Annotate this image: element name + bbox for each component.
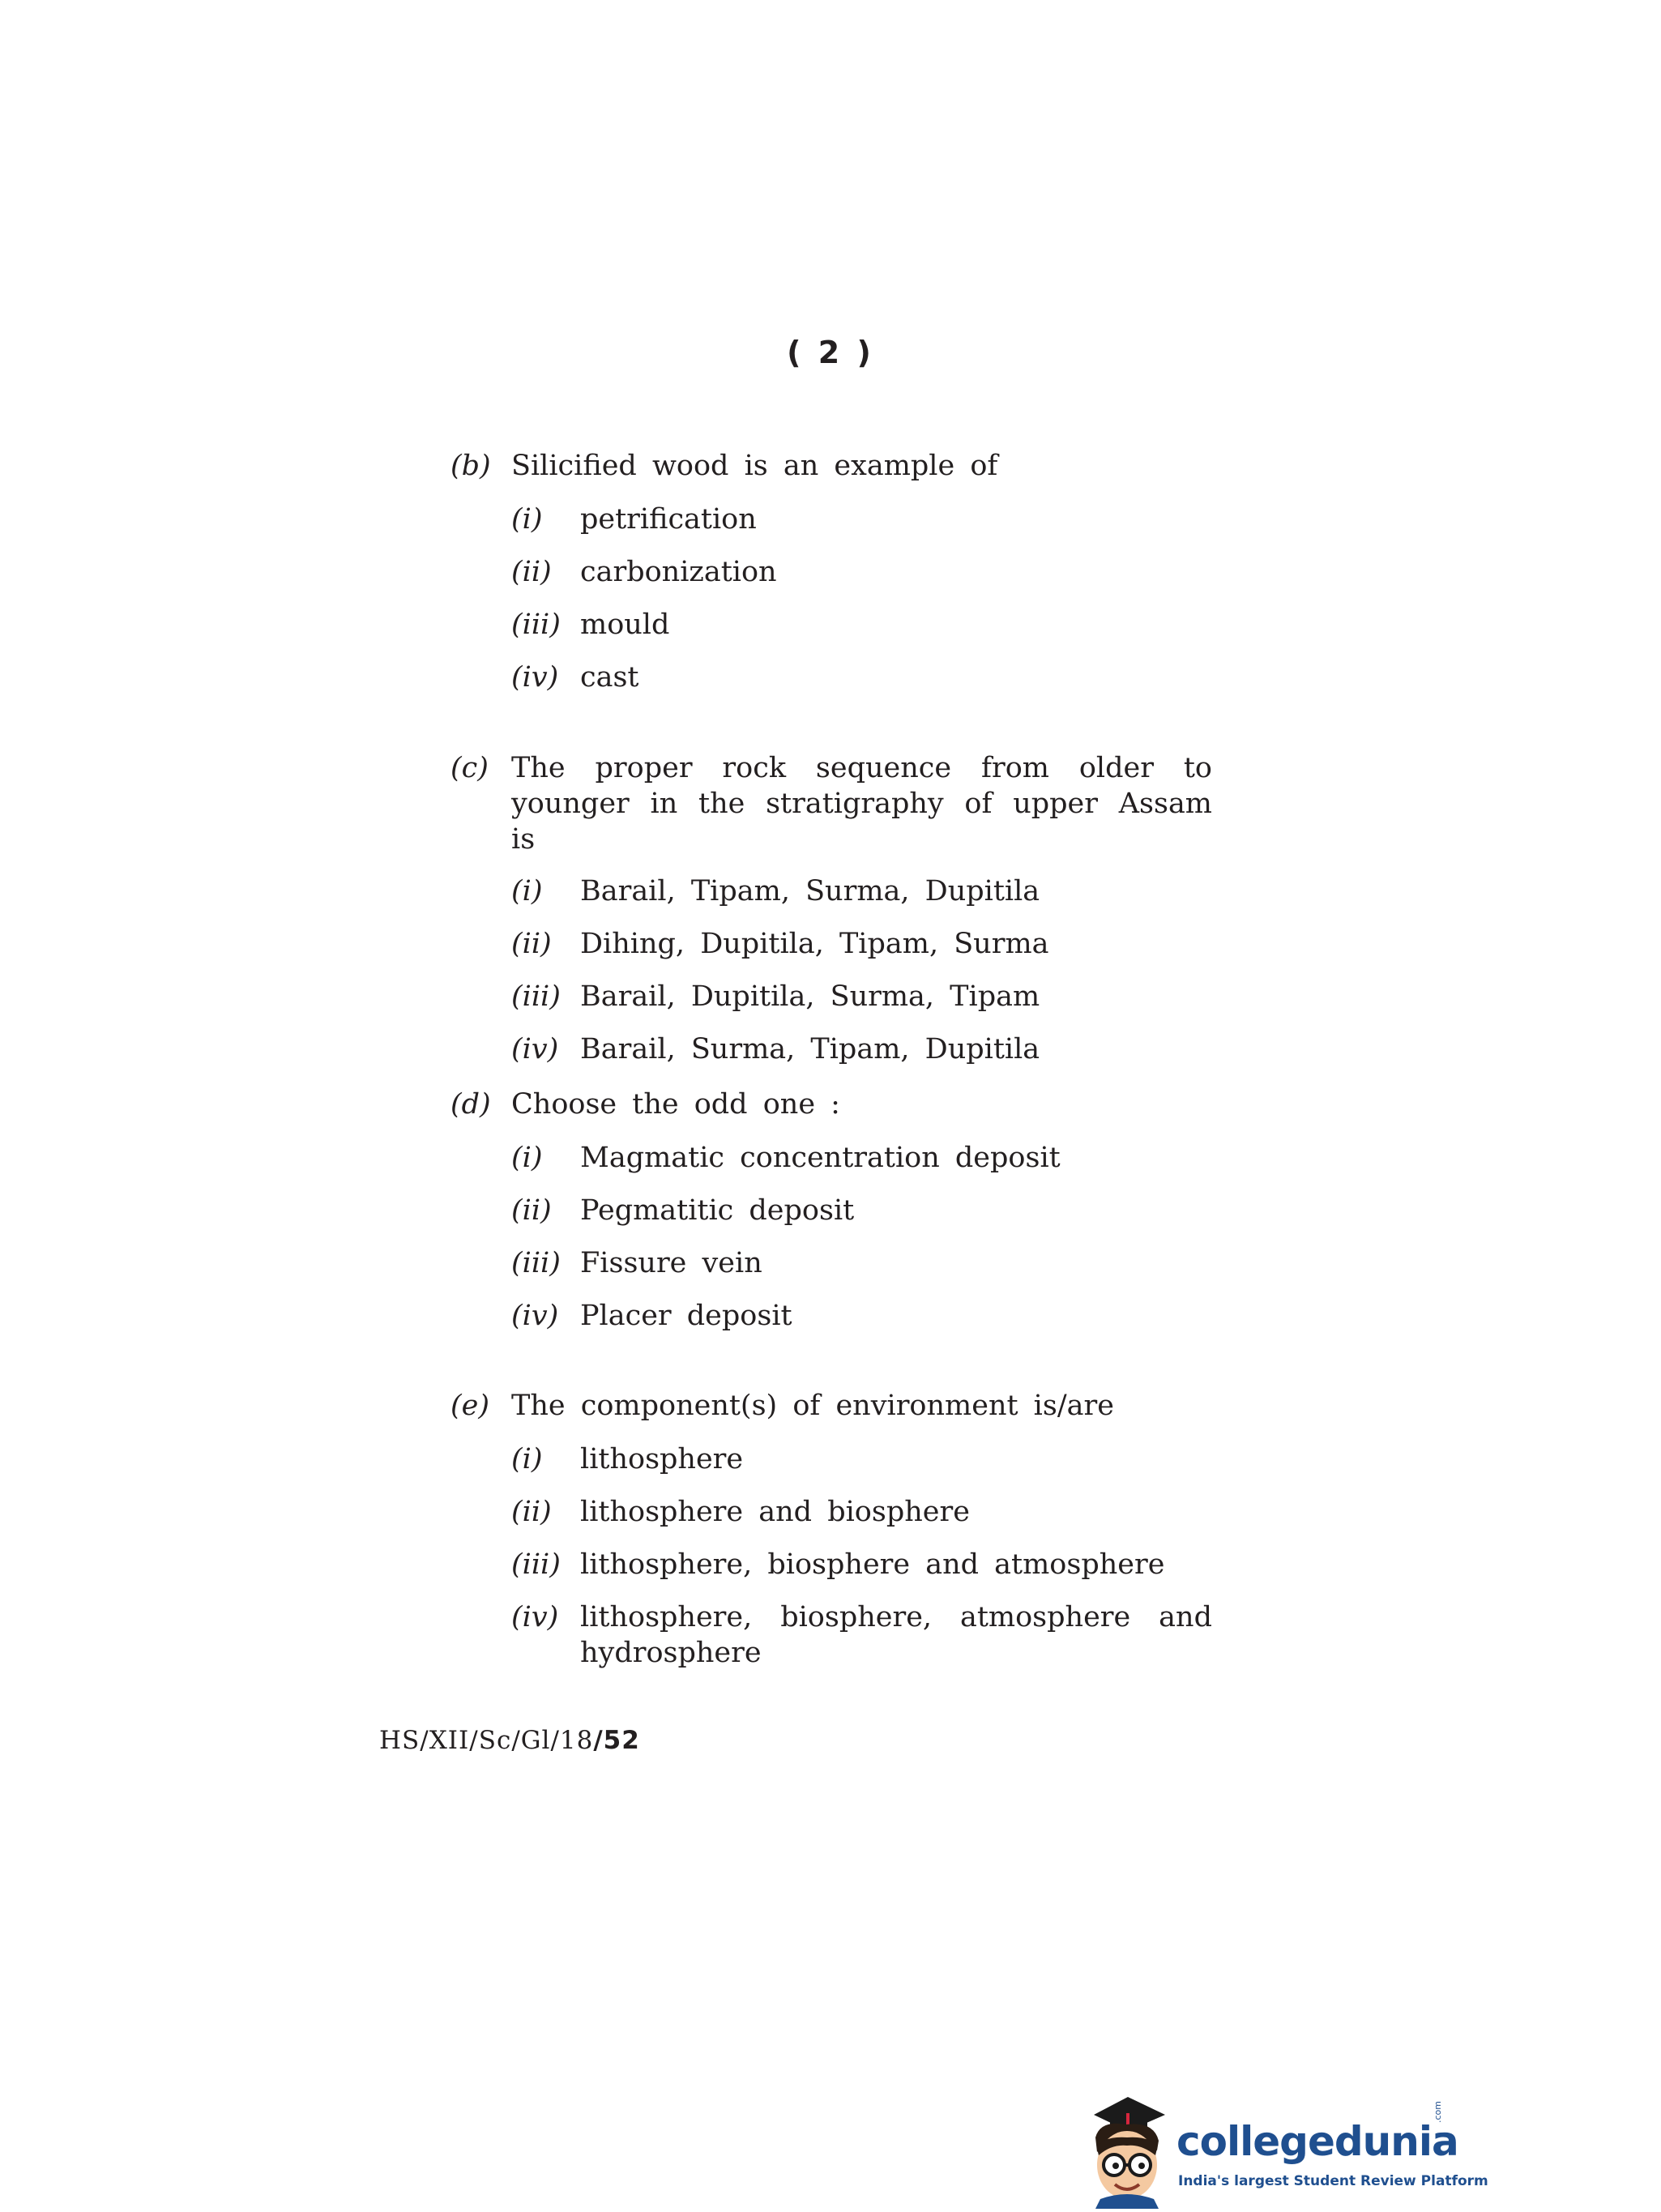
collegedunia-logo [1078,2090,1488,2209]
option-text: Barail, Tipam, Surma, Dupitila [580,875,1040,907]
option-text: petrification [580,503,757,536]
question-text: Choose the odd one : [511,1088,840,1121]
option-item [450,607,1212,643]
question-e [450,1388,1212,1671]
option-item [450,1599,1212,1671]
logo-wordmark: collegedunia [1176,2118,1458,2165]
option-number: (i) [511,1142,543,1174]
option-item [450,926,1212,962]
question-c [450,750,1212,1067]
question-stem [450,1087,1212,1122]
paper-code-number: /52 [593,1726,640,1755]
option-text: lithosphere, biosphere, atmosphere and hydrosphere [580,1601,1212,1669]
question-text: The proper rock sequence from older to younger in the stratigraphy of upper Assam is [511,752,1212,856]
question-text: The component(s) of environment is/are [511,1390,1114,1422]
option-number: (ii) [511,928,552,960]
page-number: ( 2 ) [787,335,874,370]
question-stem [450,750,1212,857]
option-number: (ii) [511,556,552,588]
option-number: (iii) [511,609,561,641]
question-b [450,448,1212,695]
option-number: (iii) [511,1247,561,1279]
option-text: Placer deposit [580,1300,792,1332]
question-letter: (c) [450,752,489,784]
option-number: (i) [511,875,543,907]
option-number: (ii) [511,1194,552,1227]
question-stem [450,1388,1212,1424]
option-item [450,873,1212,909]
option-number: (iii) [511,980,561,1013]
option-text: Dihing, Dupitila, Tipam, Surma [580,928,1049,960]
option-text: Magmatic concentration deposit [580,1142,1061,1174]
question-letter: (e) [450,1390,490,1422]
option-text: Pegmatitic deposit [580,1194,855,1227]
paper-code-text: HS/XII/Sc/Gl/18 [379,1726,594,1755]
option-text: Fissure vein [580,1247,762,1279]
option-number: (i) [511,503,543,536]
question-d [450,1087,1212,1334]
option-text: cast [580,661,639,694]
mascot-icon [1078,2090,1175,2209]
option-item [450,1298,1212,1334]
option-number: (iii) [511,1548,561,1581]
option-number: (i) [511,1443,543,1475]
option-item [450,979,1212,1014]
option-number: (iv) [511,1601,559,1633]
option-number: (ii) [511,1496,552,1528]
option-number: (iv) [511,661,559,694]
option-item [450,554,1212,590]
option-item [450,1441,1212,1477]
option-number: (iv) [511,1300,559,1332]
paper-code [379,1726,640,1755]
option-item [450,1245,1212,1281]
question-letter: (d) [450,1088,491,1121]
option-item [450,1193,1212,1228]
option-item [450,502,1212,537]
option-item [450,1031,1212,1067]
option-text: carbonization [580,556,777,588]
option-text: lithosphere and biosphere [580,1496,970,1528]
option-item [450,1547,1212,1582]
option-text: mould [580,609,670,641]
option-text: lithosphere, biosphere and atmosphere [580,1548,1165,1581]
question-stem [450,448,1212,484]
option-text: lithosphere [580,1443,744,1475]
question-text: Silicified wood is an example of [511,450,998,482]
logo-tagline: India's largest Student Review Platform [1178,2173,1488,2189]
logo-suffix: .com [1433,2101,1443,2123]
option-text: Barail, Dupitila, Surma, Tipam [580,980,1040,1013]
option-item [450,660,1212,695]
option-text: Barail, Surma, Tipam, Dupitila [580,1033,1040,1065]
option-item [450,1494,1212,1530]
option-item [450,1140,1212,1176]
option-number: (iv) [511,1033,559,1065]
question-letter: (b) [450,450,491,482]
